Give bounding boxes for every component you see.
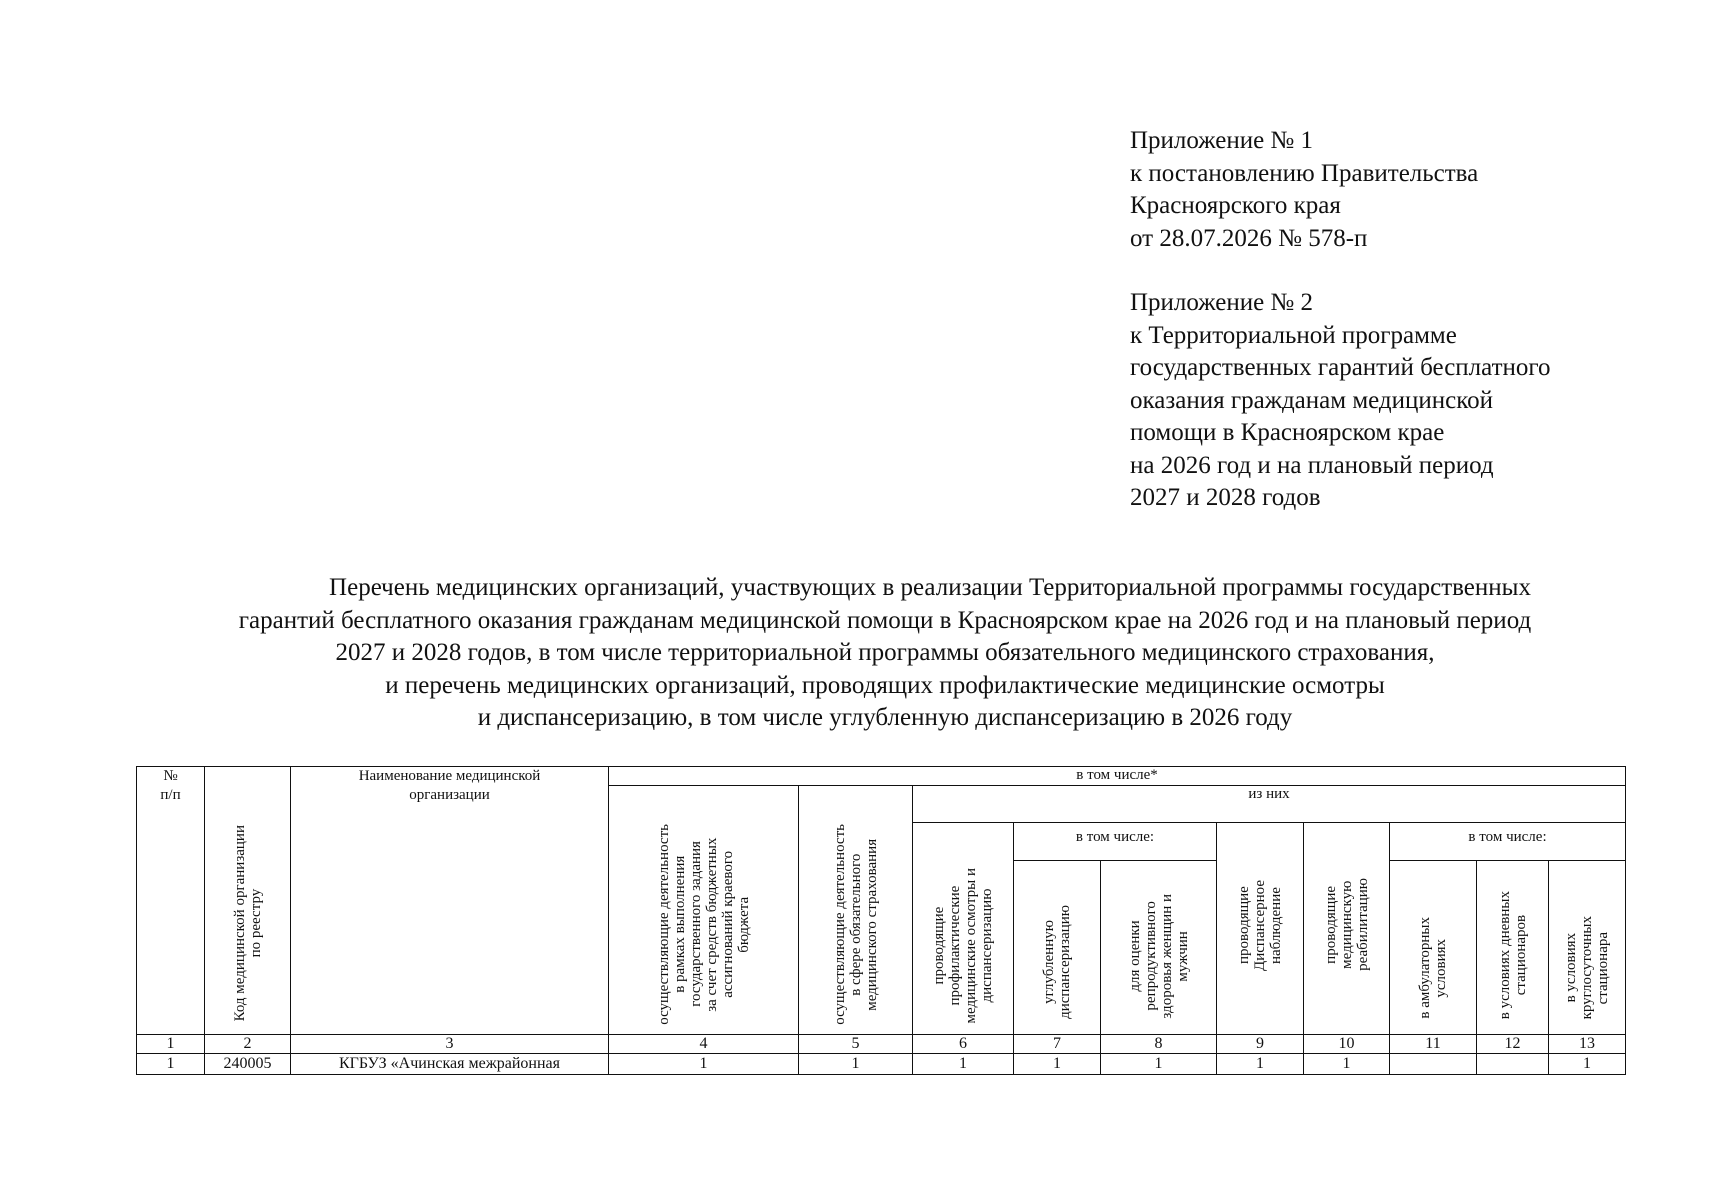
appendix-2-line: 2027 и 2028 годов <box>1130 484 1321 511</box>
column-number: 12 <box>1477 1035 1549 1054</box>
header-including-label: в том числе* <box>1076 767 1158 783</box>
header-oms-label: осуществляющие деятельность в сфере обязательного медицинского страхования <box>831 824 880 1025</box>
appendix-2-line: к Территориальной программе <box>1130 321 1457 349</box>
appendix-1-line: Красноярского края <box>1130 192 1341 219</box>
appendix-2-line: Приложение № 2 <box>1130 289 1314 316</box>
header-code-label: Код медицинской организации по реестру <box>231 824 264 1021</box>
header-code <box>205 767 291 1035</box>
header-round-clock <box>1549 861 1626 1035</box>
header-deep <box>1014 861 1101 1035</box>
cell-ambulatory <box>1390 1054 1477 1075</box>
cell-day-hospital <box>1477 1054 1549 1075</box>
column-number: 3 <box>291 1035 609 1054</box>
header-oms <box>799 786 913 1035</box>
header-incl-a-label: в том числе: <box>1075 829 1155 845</box>
header-prophylactic-label: проводящие профилактические медицинские осмотры и диспансеризацию <box>931 867 995 1023</box>
header-reproductive-label: для оценки репродуктивного здоровья женщин и мужчин <box>1126 894 1191 1019</box>
cell-code: 240005 <box>205 1054 291 1075</box>
header-dispensary-label: проводящие Диспансерное наблюдение <box>1236 880 1284 971</box>
header-deep-label: углубленную диспансеризацию <box>1041 905 1073 1019</box>
cell-prophylactic: 1 <box>913 1054 1014 1075</box>
column-number: 8 <box>1101 1035 1217 1054</box>
header-of-them-label: из них <box>1248 786 1290 802</box>
header-round-clock-label: в условиях круглосуточных стационара <box>1563 915 1612 1019</box>
header-prophylactic <box>913 823 1014 1035</box>
cell-round-clock: 1 <box>1549 1054 1626 1075</box>
appendix-2-line: на 2026 год и на плановый период <box>1130 451 1494 479</box>
header-rehab-label: проводящие медицинскую реабилитацию <box>1322 878 1371 971</box>
header-day-hospital-label: в условиях дневных стационаров <box>1496 890 1529 1019</box>
appendix-2-line: помощи в Красноярском крае <box>1130 419 1445 446</box>
appendix-1-line: Приложение № 1 <box>1130 127 1314 154</box>
header-including <box>609 767 1626 786</box>
header-num-label: № п/п <box>160 768 181 803</box>
cell-reproductive: 1 <box>1101 1054 1217 1075</box>
header-of-them <box>913 786 1626 823</box>
cell-oms: 1 <box>799 1054 913 1075</box>
column-number: 1 <box>137 1035 205 1054</box>
header-ambulatory-label: в амбулаторных условиях <box>1417 917 1449 1019</box>
appendix-1-line: от 28.07.2026 № 578-п <box>1130 224 1368 252</box>
column-number: 9 <box>1217 1035 1304 1054</box>
header-incl-b-label: в том числе: <box>1468 829 1547 845</box>
column-number: 11 <box>1390 1035 1477 1054</box>
table-row <box>137 1054 1626 1075</box>
header-name <box>291 767 609 1035</box>
header-incl-a <box>1014 823 1217 861</box>
column-number: 6 <box>913 1035 1014 1054</box>
header-reproductive <box>1101 861 1217 1035</box>
appendix-2-line: государственных гарантий бесплатного <box>1130 354 1551 381</box>
cell-rehab: 1 <box>1304 1054 1390 1075</box>
cell-deep: 1 <box>1014 1054 1101 1075</box>
cell-name: КГБУЗ «Ачинская межрайонная <box>291 1054 609 1075</box>
header-name-label: Наименование медицинской организации <box>358 768 541 803</box>
appendix-1-line: к постановлению Правительства <box>1130 159 1479 187</box>
header-incl-b <box>1390 823 1626 861</box>
cell-dispensary: 1 <box>1217 1054 1304 1075</box>
column-number: 10 <box>1304 1035 1390 1054</box>
column-number: 7 <box>1014 1035 1101 1054</box>
header-rehab <box>1304 823 1390 1035</box>
organizations-table <box>136 766 1626 1075</box>
title-line: 2027 и 2028 годов, в том числе территориальной программы обязательного медицинского страхования, <box>335 639 1435 666</box>
column-number-row <box>137 1035 1626 1054</box>
column-number: 5 <box>799 1035 913 1054</box>
header-day-hospital <box>1477 861 1549 1035</box>
appendix-2-block <box>1130 287 1551 515</box>
appendix-2-line: оказания гражданам медицинской <box>1130 386 1494 414</box>
title-line: Перечень медицинских организаций, участвующих в реализации Территориальной программы государственных <box>329 574 1531 601</box>
column-number: 4 <box>609 1035 799 1054</box>
cell-num: 1 <box>137 1054 205 1075</box>
header-num <box>137 767 205 1035</box>
document-title <box>130 572 1640 735</box>
title-line: и перечень медицинских организаций, проводящих профилактические медицинские осмотры <box>385 671 1385 699</box>
header-budget-label: осуществляющие деятельность в рамках выполнения государственного задания за счет средств бюджетных ассигнований краевого бюджета <box>655 824 752 1025</box>
column-number: 2 <box>205 1035 291 1054</box>
header-dispensary <box>1217 823 1304 1035</box>
header-budget <box>609 786 799 1035</box>
title-line: и диспансеризацию, в том числе углубленную диспансеризацию в 2026 году <box>477 704 1293 731</box>
appendix-1-block <box>1130 125 1478 255</box>
title-line: гарантий бесплатного оказания гражданам медицинской помощи в Красноярском крае на 2026 год и на плановый период <box>238 606 1532 634</box>
column-number: 13 <box>1549 1035 1626 1054</box>
cell-budget: 1 <box>609 1054 799 1075</box>
header-ambulatory <box>1390 861 1477 1035</box>
